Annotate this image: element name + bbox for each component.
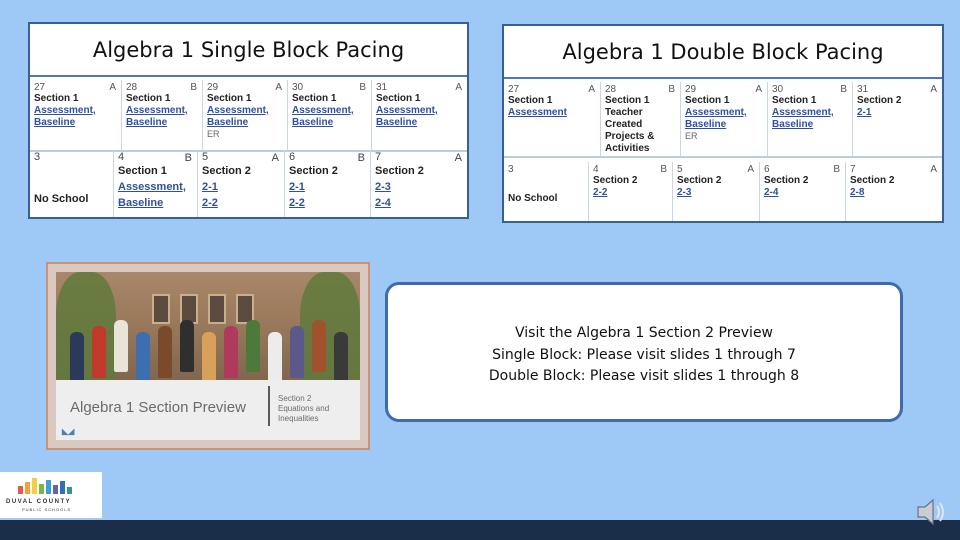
day-number: 29 bbox=[685, 84, 697, 95]
video-subtitle-line: Inequalities bbox=[278, 414, 319, 423]
double-block-week2 bbox=[504, 162, 942, 223]
lesson-link[interactable]: 2-4 bbox=[764, 187, 779, 198]
student-figure bbox=[92, 326, 106, 378]
day-number: 28 bbox=[126, 82, 138, 93]
day-number: 5 bbox=[677, 164, 683, 175]
calendar-day-cell bbox=[371, 150, 467, 219]
calendar-day-cell bbox=[673, 162, 760, 223]
lesson-link[interactable]: Baseline bbox=[292, 117, 334, 128]
calendar-day-cell bbox=[760, 162, 846, 223]
ab-day-tag: A bbox=[930, 84, 937, 95]
ab-day-tag: B bbox=[668, 84, 675, 95]
day-number: 31 bbox=[857, 84, 869, 95]
section-label: Section 2 bbox=[764, 175, 809, 186]
calendar-day-cell bbox=[768, 82, 853, 158]
calendar-day-cell bbox=[681, 82, 768, 158]
ab-day-tag: B bbox=[190, 82, 197, 93]
ab-day-tag: B bbox=[357, 152, 365, 164]
tree-left bbox=[56, 272, 116, 382]
day-number: 30 bbox=[292, 82, 304, 93]
lesson-link[interactable]: Baseline bbox=[207, 117, 249, 128]
student-figure bbox=[312, 320, 326, 372]
lesson-link[interactable]: Assessment, bbox=[376, 105, 438, 116]
video-subtitle bbox=[278, 394, 329, 424]
video-title-banner bbox=[56, 380, 360, 440]
lesson-link[interactable]: Assessment, bbox=[34, 105, 96, 116]
info-line-visit: Visit the Algebra 1 Section 2 Preview bbox=[514, 325, 774, 341]
calendar-day-cell bbox=[589, 162, 673, 223]
ab-day-tag: A bbox=[455, 82, 462, 93]
ab-day-tag: A bbox=[271, 152, 279, 164]
activity-text: Created bbox=[605, 119, 643, 130]
lesson-link[interactable]: 2-1 bbox=[289, 181, 305, 193]
ab-day-tag: B bbox=[660, 164, 667, 175]
lesson-link[interactable]: Assessment, bbox=[118, 181, 186, 193]
no-school-label: No School bbox=[34, 193, 89, 205]
section-label: Section 2 bbox=[202, 165, 251, 177]
section-label: Section 2 bbox=[593, 175, 638, 186]
calendar-day-cell bbox=[122, 80, 203, 152]
day-number: 28 bbox=[605, 84, 617, 95]
day-number: 31 bbox=[376, 82, 388, 93]
lesson-link[interactable]: 2-1 bbox=[202, 181, 218, 193]
single-block-title: Algebra 1 Single Block Pacing bbox=[30, 24, 467, 77]
lesson-link[interactable]: 2-2 bbox=[202, 197, 218, 209]
section-label: Section 1 bbox=[508, 95, 553, 106]
day-number: 3 bbox=[508, 164, 514, 175]
single-block-week2 bbox=[30, 150, 467, 219]
info-line-single: Single Block: Please visit slides 1 through 7 bbox=[492, 346, 796, 363]
single-block-week1 bbox=[30, 80, 467, 152]
student-figure bbox=[136, 332, 150, 384]
lesson-link[interactable]: Assessment, bbox=[292, 105, 354, 116]
calendar-day-cell bbox=[846, 162, 942, 223]
student-figure bbox=[334, 332, 348, 384]
section-label: Section 2 bbox=[375, 165, 424, 177]
logo-bars-icon bbox=[18, 478, 72, 494]
student-figure bbox=[180, 320, 194, 372]
double-block-title: Algebra 1 Double Block Pacing bbox=[504, 26, 942, 79]
day-number: 29 bbox=[207, 82, 219, 93]
double-block-pacing-panel bbox=[502, 24, 944, 223]
calendar-day-cell bbox=[853, 82, 942, 158]
student-figure bbox=[158, 326, 172, 378]
lesson-link[interactable]: Baseline bbox=[376, 117, 418, 128]
activity-text: Activities bbox=[605, 143, 650, 154]
day-number: 30 bbox=[772, 84, 784, 95]
student-figure bbox=[70, 332, 84, 384]
ab-day-tag: B bbox=[359, 82, 366, 93]
ab-day-tag: A bbox=[747, 164, 754, 175]
lesson-link[interactable]: Baseline bbox=[685, 119, 727, 130]
day-number: 4 bbox=[118, 151, 125, 163]
speaker-icon[interactable] bbox=[912, 494, 948, 530]
section-label: Section 1 bbox=[772, 95, 817, 106]
lesson-link[interactable]: 2-3 bbox=[677, 187, 692, 198]
section-preview-video-thumbnail[interactable] bbox=[46, 262, 370, 450]
video-frame bbox=[56, 272, 360, 440]
student-figure bbox=[290, 326, 304, 378]
lesson-link[interactable]: Assessment, bbox=[685, 107, 747, 118]
lesson-link[interactable]: Baseline bbox=[772, 119, 814, 130]
ab-day-tag: A bbox=[275, 82, 282, 93]
section-label: Section 1 bbox=[118, 165, 167, 177]
day-number: 4 bbox=[593, 164, 599, 175]
district-logo bbox=[0, 472, 102, 518]
section-label: Section 1 bbox=[207, 93, 252, 104]
ab-day-tag: B bbox=[184, 152, 192, 164]
calendar-day-cell bbox=[285, 150, 371, 219]
section-label: Section 2 bbox=[850, 175, 895, 186]
day-number: 3 bbox=[34, 151, 41, 163]
lesson-link[interactable]: Baseline bbox=[126, 117, 168, 128]
er-label: ER bbox=[685, 131, 698, 141]
day-number: 7 bbox=[375, 151, 382, 163]
video-subtitle-line: Section 2 bbox=[278, 394, 312, 403]
section-label: Section 1 bbox=[292, 93, 337, 104]
activity-text: Projects & bbox=[605, 131, 655, 142]
er-label: ER bbox=[207, 129, 220, 139]
student-figure bbox=[114, 320, 128, 372]
video-logo-icon: ◣◢ bbox=[62, 427, 75, 436]
window bbox=[208, 294, 226, 324]
lesson-link[interactable]: 2-2 bbox=[289, 197, 305, 209]
calendar-day-cell bbox=[203, 80, 288, 152]
window bbox=[152, 294, 170, 324]
day-number: 5 bbox=[202, 151, 209, 163]
tree-right bbox=[300, 272, 360, 382]
calendar-day-cell bbox=[30, 150, 114, 219]
lesson-link[interactable]: 2-1 bbox=[857, 107, 872, 118]
section-label: Section 1 bbox=[376, 93, 421, 104]
info-line-double: Double Block: Please visit slides 1 through 8 bbox=[488, 368, 800, 384]
lesson-link[interactable]: Baseline bbox=[34, 117, 76, 128]
calendar-day-cell bbox=[504, 82, 601, 158]
day-number: 6 bbox=[764, 164, 770, 175]
calendar-day-cell bbox=[198, 150, 285, 219]
activity-text: Teacher bbox=[605, 107, 643, 118]
video-subtitle-line: Equations and bbox=[278, 404, 330, 413]
logo-line2: PUBLIC SCHOOLS bbox=[22, 507, 72, 512]
logo-line1: DUVAL COUNTY bbox=[6, 499, 72, 505]
calendar-day-cell bbox=[504, 162, 589, 223]
banner-divider bbox=[268, 386, 270, 426]
section-label: Section 1 bbox=[34, 93, 79, 104]
day-number: 7 bbox=[850, 164, 856, 175]
single-block-pacing-panel bbox=[28, 22, 469, 219]
section-label: Section 1 bbox=[685, 95, 730, 106]
footer-bar bbox=[0, 520, 960, 540]
section-label: Section 1 bbox=[126, 93, 171, 104]
lesson-link[interactable]: 2-4 bbox=[375, 197, 391, 209]
calendar-day-cell bbox=[288, 80, 372, 152]
ab-day-tag: A bbox=[109, 82, 116, 93]
day-number: 27 bbox=[34, 82, 46, 93]
section-label: Section 2 bbox=[857, 95, 902, 106]
lesson-link[interactable]: Assessment, bbox=[772, 107, 834, 118]
preview-info-box bbox=[385, 282, 903, 422]
lesson-link[interactable]: 2-3 bbox=[375, 181, 391, 193]
section-label: Section 2 bbox=[289, 165, 338, 177]
ab-day-tag: A bbox=[930, 164, 937, 175]
double-block-week1 bbox=[504, 82, 942, 158]
calendar-day-cell bbox=[601, 82, 681, 158]
section-label: Section 2 bbox=[677, 175, 722, 186]
calendar-day-cell bbox=[30, 80, 122, 152]
student-figure bbox=[246, 320, 260, 372]
student-figure bbox=[268, 332, 282, 384]
section-label: Section 1 bbox=[605, 95, 650, 106]
ab-day-tag: B bbox=[840, 84, 847, 95]
lesson-link[interactable]: Assessment, bbox=[207, 105, 269, 116]
ab-day-tag: A bbox=[454, 152, 462, 164]
day-number: 6 bbox=[289, 151, 296, 163]
ab-day-tag: A bbox=[755, 84, 762, 95]
day-number: 27 bbox=[508, 84, 520, 95]
lesson-link[interactable]: 2-2 bbox=[593, 187, 608, 198]
video-title: Algebra 1 Section Preview bbox=[70, 399, 246, 416]
student-figure bbox=[224, 326, 238, 378]
lesson-link[interactable]: 2-8 bbox=[850, 187, 865, 198]
lesson-link[interactable]: Assessment, bbox=[126, 105, 188, 116]
calendar-day-cell bbox=[372, 80, 467, 152]
no-school-label: No School bbox=[508, 193, 558, 204]
ab-day-tag: B bbox=[833, 164, 840, 175]
calendar-day-cell bbox=[114, 150, 198, 219]
lesson-link[interactable]: Assessment bbox=[508, 107, 567, 118]
ab-day-tag: A bbox=[588, 84, 595, 95]
student-figure bbox=[202, 332, 216, 384]
lesson-link[interactable]: Baseline bbox=[118, 197, 164, 209]
